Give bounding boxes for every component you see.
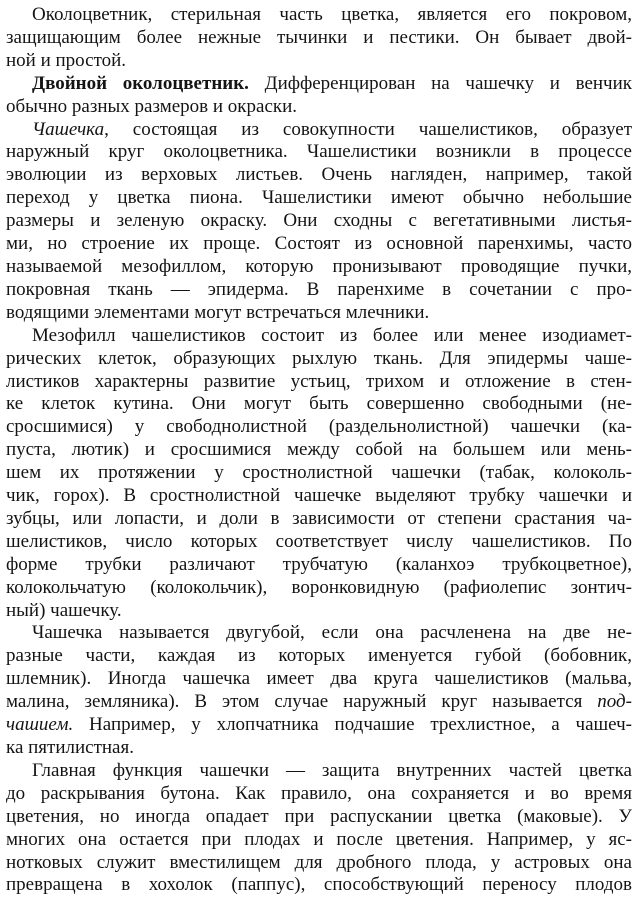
- text-line: [6, 600, 632, 623]
- text-line: [6, 439, 632, 462]
- text-span: обычно разных размеров и окраски.: [6, 95, 298, 117]
- text-span: Околоцветник, стерильная часть цветка, является его покровом,: [32, 4, 632, 25]
- italic-term: чашием.: [6, 714, 74, 736]
- text-line: [6, 119, 632, 142]
- text-line: [6, 577, 632, 600]
- text-line: [6, 508, 632, 531]
- text-line: [6, 233, 632, 256]
- text-line: [6, 96, 632, 119]
- text-span: Дифференцирован на чашечку и венчик: [248, 72, 632, 94]
- text-line: [6, 164, 632, 187]
- text-line: [6, 874, 632, 897]
- text-line: [6, 554, 632, 577]
- text-line: [6, 737, 632, 760]
- text-line: [6, 852, 632, 875]
- text-span: шелистиков, число которых соответствует числу чашелистиков. По: [6, 530, 632, 552]
- text-span: покровная ткань — эпидерма. В паренхиме в сочетании с про-: [6, 278, 632, 300]
- text-span: ми, но строение их проще. Состоят из основной паренхимы, часто: [6, 233, 632, 255]
- text-line: [6, 691, 632, 714]
- text-line: [6, 393, 632, 416]
- text-line: [6, 622, 632, 645]
- text-line: [6, 806, 632, 829]
- text-span: малина, земляника). В этом случае наружный круг называется: [6, 691, 598, 713]
- text-line: [6, 302, 632, 325]
- text-span: ной и простой.: [6, 49, 127, 71]
- text-line: [6, 4, 632, 27]
- text-span: Мезофилл чашелистиков состоит из более или менее изодиамет-: [32, 324, 632, 346]
- text-span: эволюции из верховых листьев. Очень нагляден, например, такой: [6, 164, 632, 186]
- text-span: нотковых служит вместилищем для дробного плода, у астровых она: [6, 851, 632, 873]
- text-line: [6, 210, 632, 233]
- text-span: размеры и зеленую окраску. Они сходны с вегетативными листья-: [6, 210, 632, 232]
- text-line: [6, 462, 632, 485]
- text-span: ке клеток кутина. Они могут быть совершенно свободными (не-: [6, 393, 632, 415]
- text-line: [6, 714, 632, 737]
- text-line: [6, 256, 632, 279]
- text-line: [6, 73, 632, 96]
- text-span: чик, горох). В сростнолистной чашечке выделяют трубку чашечки и: [6, 485, 632, 507]
- text-line: [6, 531, 632, 554]
- italic-term: под-: [597, 691, 632, 713]
- text-span: называемой мезофиллом, которую пронизывают проводящие пучки,: [6, 255, 632, 277]
- text-span: цветения, но иногда опадает при распускании цветка (маковые). У: [6, 805, 632, 827]
- text-line: [6, 187, 632, 210]
- text-line: [6, 141, 632, 164]
- text-span: превращена в хохолок (паппус), способствующий переносу плодов: [6, 874, 632, 896]
- text-span: переход у цветка пиона. Чашелистики имеют обычно небольшие: [6, 187, 632, 209]
- text-span: зубцы, или лопасти, и доли в зависимости от степени срастания ча-: [6, 507, 632, 529]
- text-line: [6, 829, 632, 852]
- text-span: рических клеток, образующих рыхлую ткань. Для эпидермы чаше-: [6, 347, 632, 369]
- text-line: [6, 645, 632, 668]
- text-span: защищающим более нежные тычинки и пестики. Он бывает двой-: [6, 26, 632, 48]
- text-span: сросшимися) у свободнолистной (раздельнолистной) чашечки (ка-: [6, 416, 632, 438]
- text-line: [6, 348, 632, 371]
- text-span: многих она остается при плодах и после цветения. Например, у яс-: [6, 828, 632, 850]
- text-span: Например, у хлопчатника подчашие трехлистное, а чашеч-: [73, 714, 632, 736]
- text-line: [6, 27, 632, 50]
- text-span: водящими элементами могут встречаться млечники.: [6, 301, 430, 323]
- text-span: до раскрывания бутона. Как правило, она сохраняется и во время: [6, 782, 632, 804]
- text-span: пуста, лютик) и сросшимися между собой на большем или мень-: [6, 439, 632, 461]
- text-span: ный) чашечку.: [6, 599, 122, 621]
- text-span: Чашечка называется двугубой, если она расчленена на две не-: [32, 622, 632, 644]
- text-span: форме трубки различают трубчатую (каланхоэ трубкоцветное),: [6, 553, 632, 575]
- text-line: [6, 325, 632, 348]
- text-line: [6, 783, 632, 806]
- text-line: [6, 760, 632, 783]
- text-span: , состоящая из совокупности чашелистиков, образует: [104, 118, 632, 140]
- text-span: Главная функция чашечки — защита внутренних частей цветка: [32, 759, 632, 781]
- text-line: [6, 279, 632, 302]
- text-line: [6, 668, 632, 691]
- text-span: шем их протяжении у сростнолистной чашечки (табак, колоколь-: [6, 462, 632, 484]
- text-span: шлемник). Иногда чашечка имеет два круга чашелистиков (мальва,: [6, 668, 632, 690]
- text-span: разные части, каждая из которых именуется губой (бобовник,: [6, 645, 632, 667]
- text-line: [6, 371, 632, 394]
- text-line: [6, 416, 632, 439]
- text-span: листиков характерны развитие устьиц, трихом и отложение в стен-: [6, 370, 632, 392]
- bold-term: Двойной околоцветник.: [32, 72, 249, 94]
- text-span: колокольчатую (колокольчик), воронковидную (рафиолепис зонтич-: [6, 576, 632, 598]
- text-line: [6, 50, 632, 73]
- text-span: ка пятилистная.: [6, 737, 134, 758]
- italic-term: Чашечка: [32, 118, 105, 140]
- text-line: [6, 485, 632, 508]
- text-span: наружный круг околоцветника. Чашелистики возникли в процессе: [6, 141, 632, 163]
